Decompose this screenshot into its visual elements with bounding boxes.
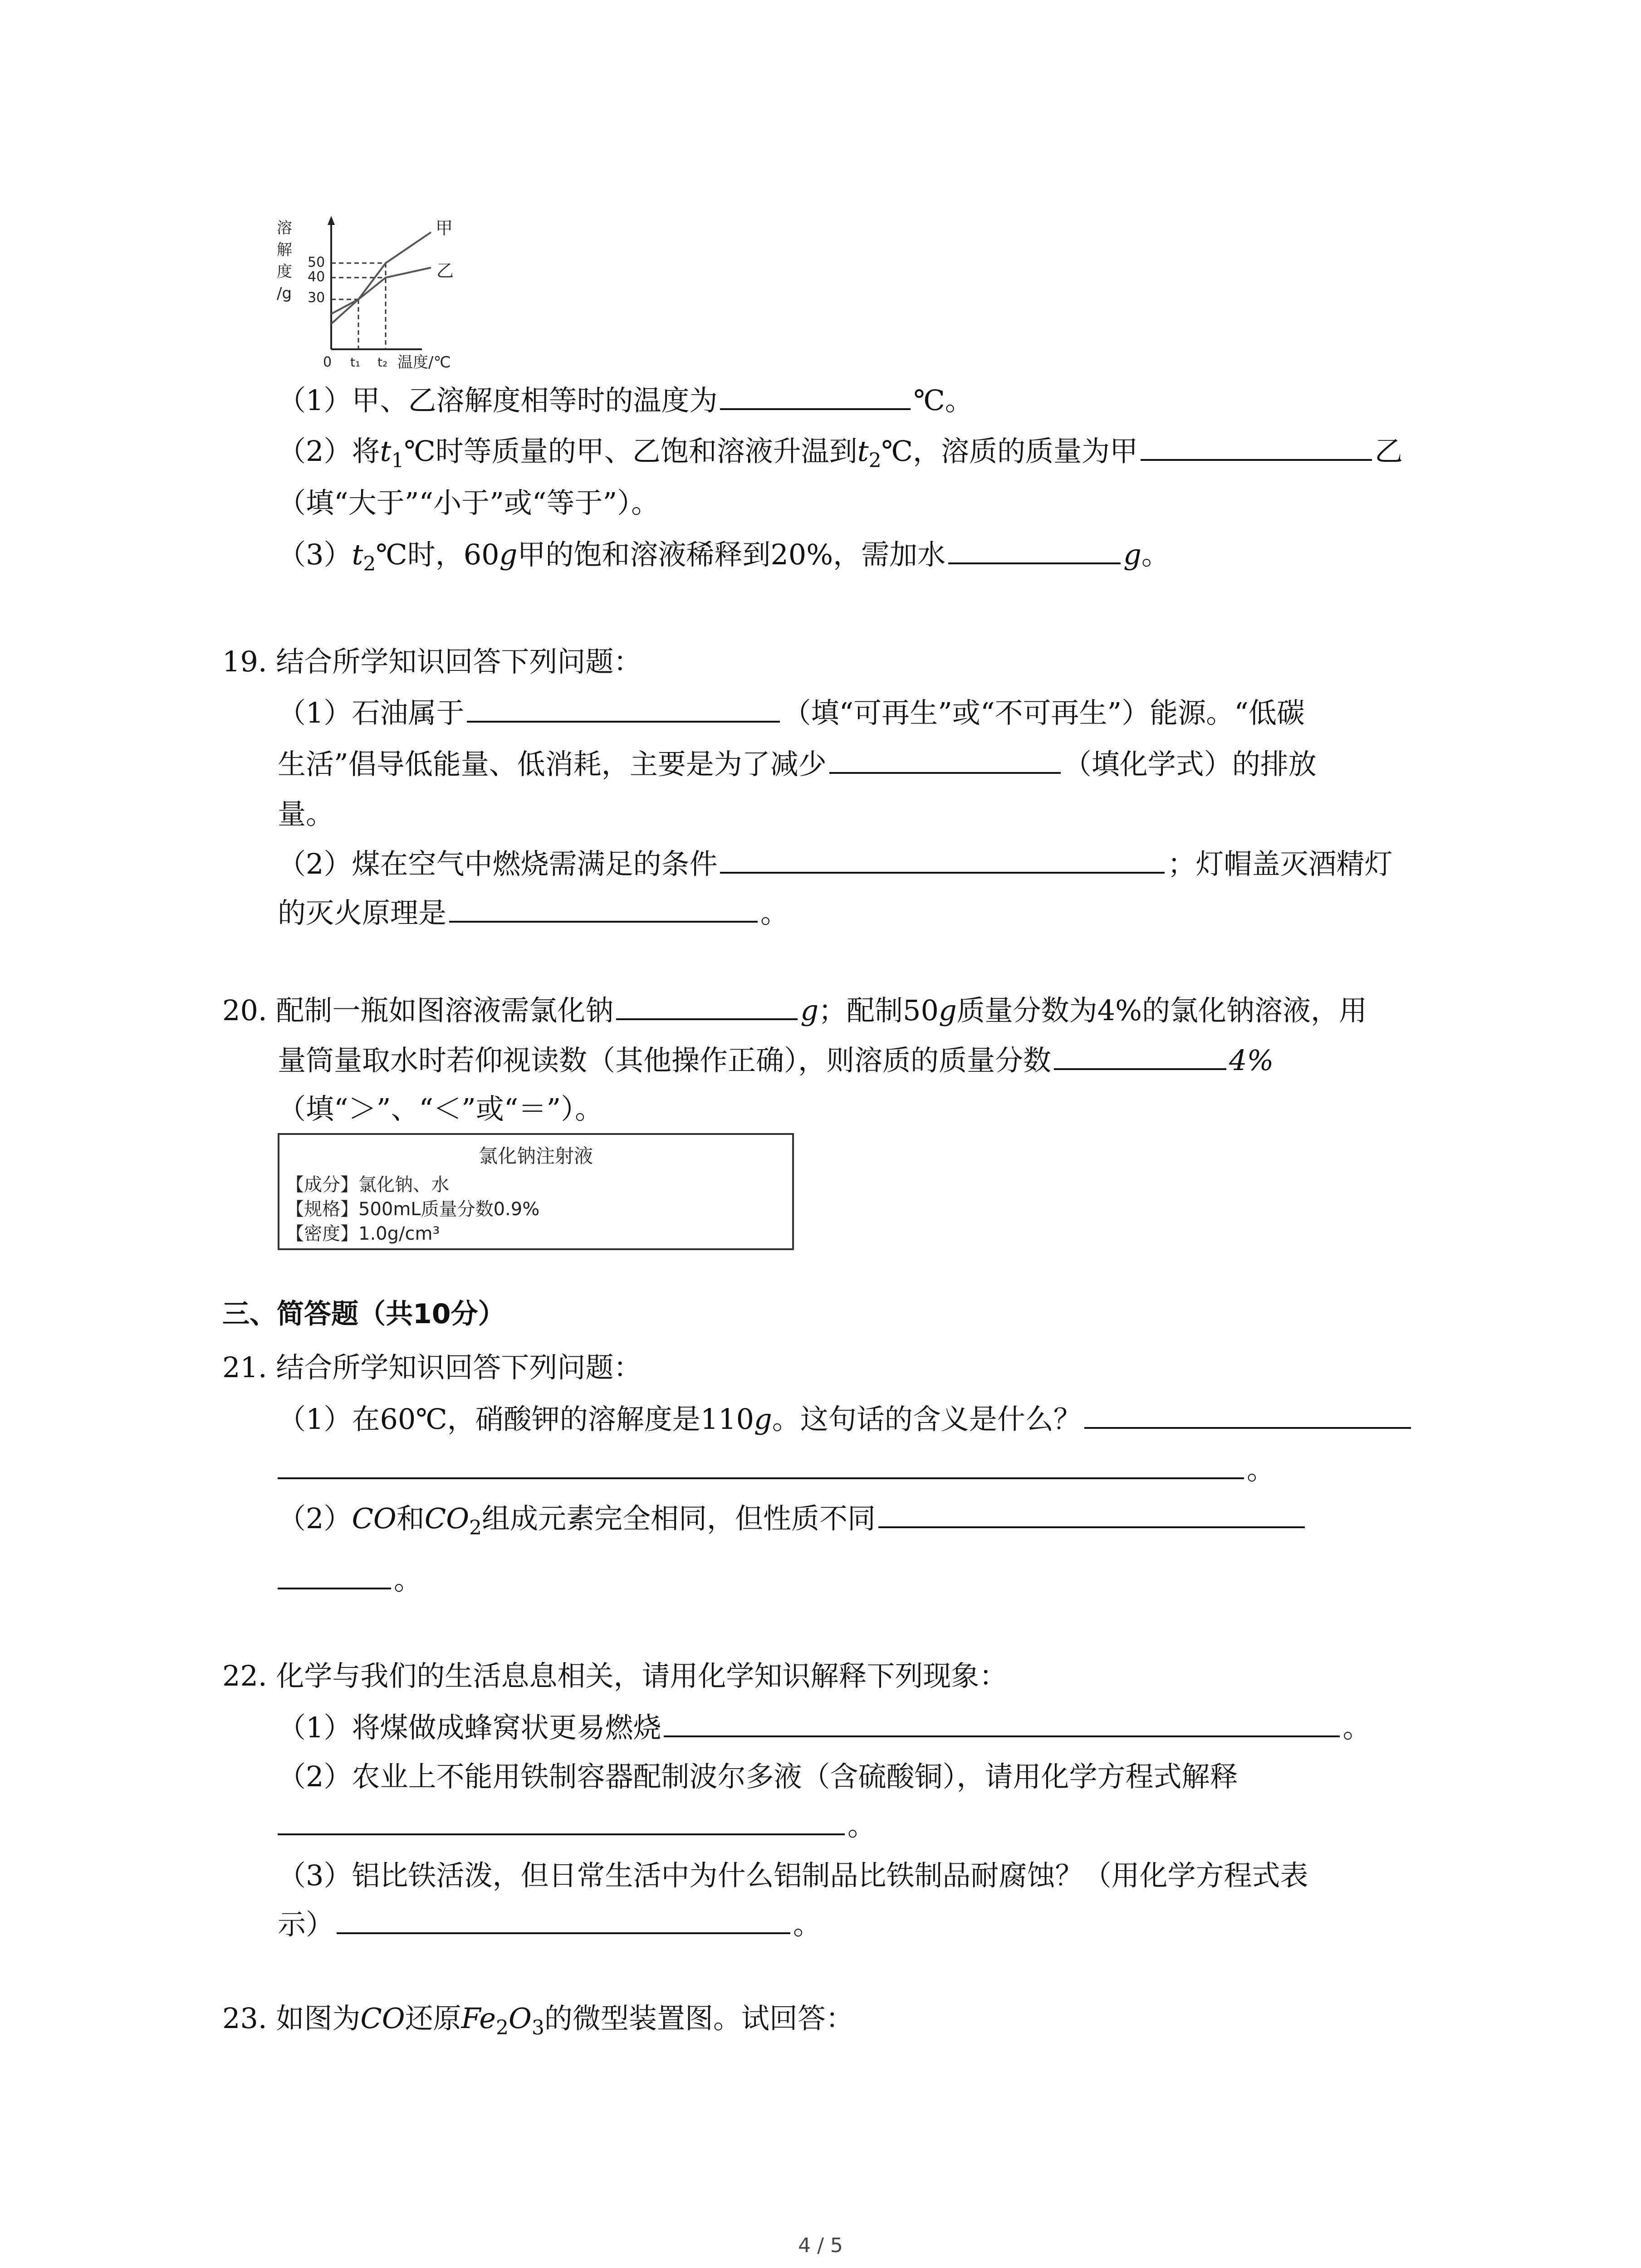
saline-label-row2: 【规格】500mL质量分数0.9% xyxy=(286,1199,540,1220)
q18-part2-hint: （填“大于”“小于”或“等于”）。 xyxy=(278,486,660,519)
q22-blank-2[interactable] xyxy=(278,1806,845,1835)
q22-part3: （3）铝比铁活泼，但日常生活中为什么铝制品比铁制品耐腐蚀？（用化学方程式表 xyxy=(278,1859,1308,1892)
q21-stem: 21. 结合所学知识回答下列问题： xyxy=(222,1351,642,1384)
q22-part2-cont: 。 xyxy=(278,1805,876,1846)
q19-part1-end: 量。 xyxy=(278,797,334,831)
q21-part1-cont: 。 xyxy=(278,1449,1275,1490)
saline-label-row1: 【成分】氯化钠、水 xyxy=(286,1174,449,1195)
q21-part2-cont: 。 xyxy=(278,1559,422,1600)
x-tick-t1: t₁ xyxy=(350,355,361,370)
q21-blank-1-cont[interactable] xyxy=(278,1450,1244,1479)
q21-blank-2-cont[interactable] xyxy=(278,1560,391,1589)
q23-stem: 23. 如图为CO还原$Fe_2O_3$的微型装置图。试回答： xyxy=(222,2002,854,2039)
q20-line2: 量筒量取水时若仰视读数（其他操作正确），则溶质的质量分数 4% xyxy=(278,1040,1274,1081)
y-tick-40: 40 xyxy=(308,269,325,285)
x-tick-t2: t₂ xyxy=(377,355,388,370)
q22-part3-cont: 示） 。 xyxy=(278,1904,821,1945)
series-label-jia: 甲 xyxy=(436,218,453,238)
solubility-chart xyxy=(272,213,508,376)
q19-blank-2[interactable] xyxy=(829,745,1061,774)
x-tick-0: 0 xyxy=(323,354,332,370)
q18-blank-2[interactable] xyxy=(1141,432,1372,461)
q21-part2: （2）CO和$CO_2$组成元素完全相同，但性质不同 xyxy=(278,1498,1308,1549)
y-tick-30: 30 xyxy=(308,290,325,306)
q18-part3: $(3)t_2℃$时，60g甲的饱和溶液稀释到20%，需加水 g。 xyxy=(278,534,1170,585)
section-heading: 三、简答题（共10分） xyxy=(222,1298,505,1330)
q19-blank-4[interactable] xyxy=(449,894,758,923)
series-label-yi: 乙 xyxy=(436,261,454,281)
q20-blank-1[interactable] xyxy=(616,991,798,1020)
saline-label xyxy=(278,1133,794,1250)
q18-blank-1[interactable] xyxy=(720,381,911,410)
q22-part1: （1）将煤做成蜂窝状更易燃烧 。 xyxy=(278,1707,1371,1748)
q19-blank-3[interactable] xyxy=(720,845,1165,874)
q21-blank-1[interactable] xyxy=(1084,1400,1411,1429)
y-tick-50: 50 xyxy=(308,254,325,270)
q19-part1: （1）石油属于 （填“可再生”或“不可再生”）能源。“低碳 xyxy=(278,693,1305,733)
q20-line1: 20. 配制一瓶如图溶液需氯化钠 g；配制50g质量分数为4%的氯化钠溶液，用 xyxy=(222,990,1367,1031)
q19-part1-cont: 生活”倡导低能量、低消耗，主要是为了减少 （填化学式）的排放 xyxy=(278,744,1317,785)
saline-label-title: 氯化钠注射液 xyxy=(478,1145,593,1167)
series-line-yi xyxy=(331,268,431,314)
q19-stem: 19. 结合所学知识回答下列问题： xyxy=(222,645,642,678)
q22-part2: （2）农业上不能用铁制容器配制波尔多液（含硫酸铜），请用化学方程式解释 xyxy=(278,1760,1238,1793)
q22-stem: 22. 化学与我们的生活息息相关，请用化学知识解释下列现象： xyxy=(222,1659,1008,1692)
x-axis-label: 温度/℃ xyxy=(397,353,451,371)
q22-blank-1[interactable] xyxy=(664,1708,1340,1737)
y-axis-label-3: 度 xyxy=(277,263,292,281)
q19-part2-cont: 的灭火原理是 。 xyxy=(278,893,789,934)
y-axis-arrow xyxy=(328,216,335,225)
q21-blank-2[interactable] xyxy=(878,1499,1305,1528)
q18-blank-3[interactable] xyxy=(948,535,1121,564)
q22-blank-3[interactable] xyxy=(337,1905,790,1934)
y-axis-label-4: /g xyxy=(277,284,292,303)
q19-blank-1[interactable] xyxy=(467,694,780,723)
y-axis-label-1: 溶 xyxy=(277,219,292,237)
q20-line3: （填“＞”、“＜”或“＝”）。 xyxy=(278,1092,603,1125)
page-number: 4 / 5 xyxy=(798,2234,843,2257)
q18-part2: （2）将$t_1℃$时等质量的甲、乙饱和溶液升温到$t_2℃$，溶质的质量为甲 乙 xyxy=(278,431,1403,481)
y-axis-label-2: 解 xyxy=(277,241,292,259)
saline-label-row3: 【密度】1.0g/cm³ xyxy=(286,1223,440,1244)
q19-part2: （2）煤在空气中燃烧需满足的条件 ；灯帽盖灭酒精灯 xyxy=(278,844,1392,885)
q20-blank-2[interactable] xyxy=(1054,1041,1226,1070)
q21-part1: （1）在60℃，硝酸钾的溶解度是110g。这句话的含义是什么？ xyxy=(278,1399,1414,1440)
q18-part1: （1）甲、乙溶解度相等时的温度为 ℃。 xyxy=(278,380,973,421)
